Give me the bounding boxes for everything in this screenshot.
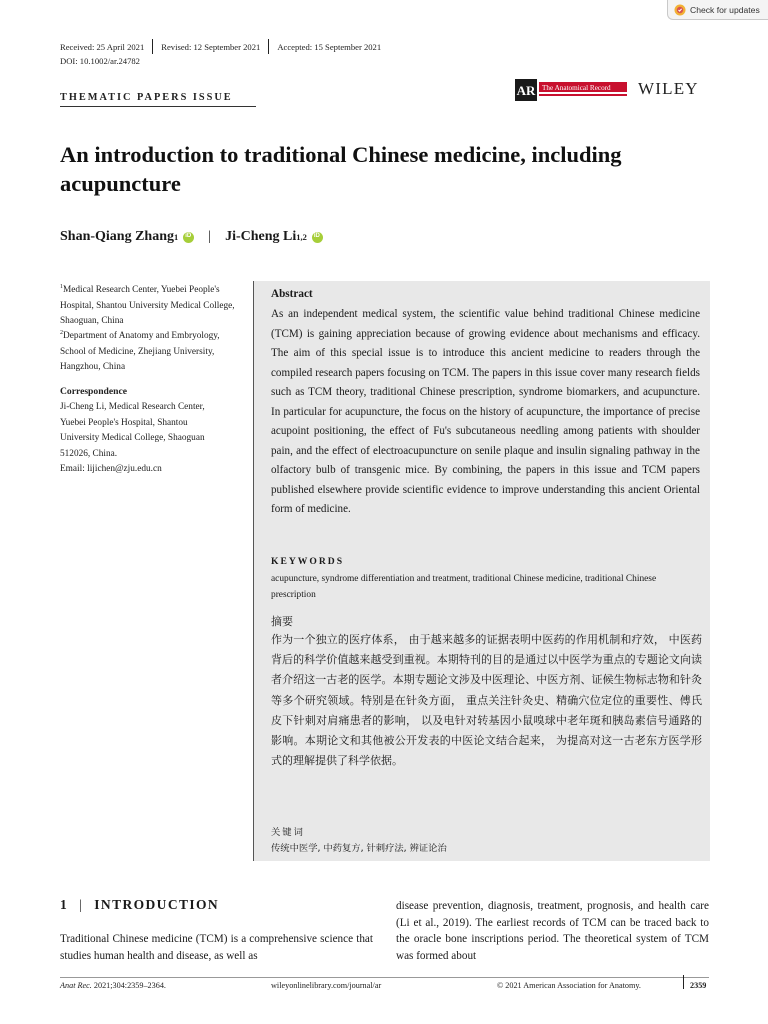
section-number: 1 (60, 897, 69, 912)
correspondence-heading: Correspondence (60, 386, 127, 397)
article-dates (60, 39, 381, 54)
journal-abbrev: Anat Rec. (60, 981, 92, 990)
divider (268, 39, 269, 54)
publisher-logo: WILEY (638, 79, 699, 98)
divider (60, 106, 256, 107)
affiliation (60, 280, 240, 330)
correspondence-line: University Medical College, Shaoguan (60, 433, 205, 443)
divider (152, 39, 153, 54)
author-affiliation-sup: 1 (174, 232, 179, 242)
abstract-text: As an independent medical system, the scientific value behind traditional Chinese medicine (TCM) is gaining appreciation because of growing evidence about mechanisms and efficacy. The aim of this special issue is to introduce this ancient medicine to readers through the compiled research papers focusing on TCM. The papers in this issue cover many research fields such as TCM theory, traditional Chinese prescription, syndrome biomarkers, and acupuncture. In particular for acupuncture, the focus on the history of acupuncture, the importance of precise acupoint positioning, the effect of Fu's subcutaneous needling among patients with shoulder pain, and the effect of electroacupuncture on senile plaque and insulin signaling pathway in the olfactory bulb of transgenic mice. By combining, the papers in this issue and TCM papers published elsewhere provide scientific evidence to improve understanding this ancient Oriental form of medicine. (271, 308, 700, 515)
received-date: Received: 25 April 2021 (60, 41, 145, 52)
correspondence-line: Yuebei People's Hospital, Shantou (60, 417, 188, 428)
article-title: An introduction to traditional Chinese medicine, including acupuncture (60, 142, 622, 196)
keywords: acupuncture, syndrome differentiation and treatment, traditional Chinese medicine, traditional Chinese prescription (271, 574, 657, 600)
author-list (60, 229, 323, 245)
orcid-icon[interactable] (312, 232, 323, 243)
affiliation-text: Department of Anatomy and Embryology, School of Medicine, Zhejiang University, Hangzhou, China (60, 331, 220, 373)
author-separator: | (208, 229, 212, 244)
affiliation-sup: 1 (60, 284, 63, 290)
doi[interactable]: DOI: 10.1002/ar.24782 (60, 56, 140, 66)
keywords-heading: KEYWORDS (271, 556, 345, 567)
correspondence-email[interactable]: Email: lijichen@zju.edu.cn (60, 464, 162, 474)
footer-url[interactable]: wileyonlinelibrary.com/journal/ar (271, 981, 382, 990)
citation-text: 2021;304:2359–2364. (91, 981, 166, 990)
affiliation-sup: 2 (60, 330, 63, 336)
section-heading (60, 897, 219, 913)
check-for-updates-label: Check for updates (690, 4, 760, 15)
author-name[interactable]: Ji-Cheng Li (225, 229, 297, 244)
heading-separator: | (79, 897, 84, 912)
chinese-abstract-heading: 摘要 (271, 615, 293, 628)
chinese-keywords-heading: 关键词 (271, 827, 305, 838)
body-paragraph: Traditional Chinese medicine (TCM) is a comprehensive science that studies human health and disease, as well as (60, 933, 373, 962)
affiliation-text: Medical Research Center, Yuebei People's Hospital, Shantou University Medical College, Shaoguan, China (60, 285, 235, 327)
journal-logo-initials: AR (516, 83, 536, 98)
footer-divider (683, 975, 684, 989)
abstract-heading: Abstract (271, 288, 313, 300)
correspondence-line: Ji-Cheng Li, Medical Research Center, (60, 402, 205, 412)
chinese-keywords: 传统中医学, 中药复方, 针刺疗法, 辨证论治 (271, 843, 447, 854)
author-affiliation-sup: 1,2 (296, 232, 307, 242)
affiliation (60, 326, 240, 376)
revised-date: Revised: 12 September 2021 (161, 41, 261, 52)
footer-copyright: © 2021 American Association for Anatomy. (497, 981, 641, 990)
check-for-updates-button[interactable] (667, 0, 768, 20)
section-label: THEMATIC PAPERS ISSUE (60, 92, 233, 103)
crossmark-icon (674, 4, 686, 16)
footer-citation (60, 981, 166, 990)
page-number: 2359 (690, 981, 707, 990)
body-paragraph: disease prevention, diagnosis, treatment, prognosis, and health care (Li et al., 2019). The earliest records of TCM can be traced back to the oracle bone inscriptions period. The theoretical system of TCM was formed about (396, 900, 709, 962)
correspondence-line: 512026, China. (60, 448, 118, 459)
journal-logo (515, 79, 627, 101)
chinese-abstract-text: 作为一个独立的医疗体系， 由于越来越多的证据表明中医药的作用机制和疗效， 中医药背后的科学价值越来越受到重视。本期特刊的目的是通过以中医学为重点的专题论文向读者介绍这一古老的医学。本期专题论文涉及中医理论、中医方剂、证候生物标志物和针灸等多个研究领域。特别是在针灸方面， 重点关注针灸史、精确穴位定位的重要性、傅氏皮下针刺对肩痛患者的影响， 以及电针对转基因小鼠嗅球中老年斑和胰岛素信号通路的影响。本期论文和其他被公开发表的中医论文结合起来， 为提高对这一古老东方医学形式的理解提供了科学依据。 (271, 633, 702, 768)
orcid-icon[interactable] (183, 232, 194, 243)
accepted-date: Accepted: 15 September 2021 (277, 41, 382, 52)
footer-divider (60, 977, 709, 978)
section-title: INTRODUCTION (94, 897, 220, 912)
author-name[interactable]: Shan-Qiang Zhang (60, 229, 174, 244)
journal-logo-text: The Anatomical Record (542, 84, 611, 92)
correspondence (60, 400, 240, 478)
